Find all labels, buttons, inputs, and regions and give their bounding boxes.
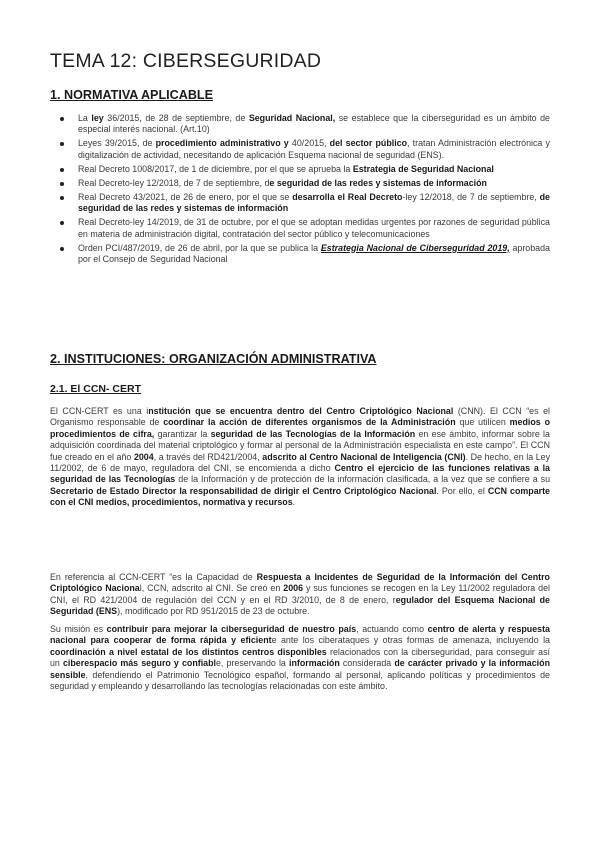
bold-text: centro de alerta y respuesta nacional para cooperar de forma rápida y eficient (50, 624, 550, 646)
bold-text: desarrolla el Real Decreto (292, 191, 403, 202)
bold-text: del sector público (329, 138, 408, 149)
text-run: En referencia al CCN-CERT “es la Capacidad de (50, 572, 257, 582)
text-run: Orden PCI/487/2019, de 26 de abril, por la que se publica la (78, 242, 321, 253)
text-run: La (78, 113, 92, 123)
text-run: ), modificado por RD 951/2015 de 23 de octubre. (117, 606, 310, 617)
bold-text: nstitución que se encuentra dentro del Centro Criptológico Nacional (148, 406, 454, 416)
list-item (50, 178, 550, 189)
text-run: considerada (339, 658, 395, 669)
text-run: y sus funciones se recogen en la Ley 11/2002 reguladora del CNI, el RD 421/2004 de regulación del CCN y en el RD 3/2010, de 8 de enero, r (50, 583, 550, 605)
bold-text: procedimiento administrativo y (155, 138, 289, 149)
bold-text: Respuesta a Incidentes de Seguridad de la Información del Centro Criptológico Naciona (50, 572, 550, 594)
text-run: se establece que la ciberseguridad es un ámbito de especial interés nacional. (Art.10) (78, 113, 550, 135)
list-item (50, 243, 550, 266)
text-run: aprobada por el Consejo de Seguridad Nacional (78, 242, 550, 265)
text-run: . Por ello, el (436, 485, 488, 496)
bold-text: Centro el ejercicio de las funciones relativas a la seguridad de las Tecnologías (50, 463, 550, 485)
section-heading-normativa: 1. NORMATIVA APLICABLE (50, 88, 214, 102)
text-run: 36/2015, de 28 de septiembre, de (103, 113, 249, 123)
bold-text: 2004 (133, 451, 154, 462)
bold-text: medios o procedimientos de cifra, (50, 417, 550, 439)
text-run: , defendiendo el Patrimonio Tecnológico español, formando al personal, aplicando políticas y procedimientos de seguridad y empleando y desarrollando las tecnologías relacionadas con este ámbito. (50, 669, 550, 692)
bold-text: egulador del Esquema Nacional de Seguridad (ENS (50, 594, 550, 617)
normativa-list (50, 113, 550, 268)
text-run: relacionados con la ciberseguridad, para conseguir así un (50, 646, 550, 669)
text-run: , actuando como (356, 624, 428, 634)
bold-text: adscrito al Centro Nacional de Inteligencia (CNI) (262, 451, 466, 462)
section-heading-instituciones: 2. INSTITUCIONES: ORGANIZACIÓN ADMINISTRATIVA (50, 352, 377, 366)
text-run: de la Información y de protección de la información clasificada, a la vez que se confiere a su (175, 474, 551, 485)
text-run: que utilicen (455, 417, 510, 428)
bold-text: Secretario de Estado Director la responsabilidad de dirigir el Centro Criptológico Nacional (50, 485, 437, 496)
text-run: . De hecho, en la Ley 11/2002, de 6 de mayo, reguladora del CNI, se encomienda a dicho (50, 451, 551, 474)
paragraph-ccn-cert-mission (50, 624, 550, 692)
text-run: Real Decreto-ley 12/2018, de 7 de septiembre, d (78, 177, 270, 188)
list-item (50, 192, 550, 215)
text-run: l, CCN, adscrito al CNI. Se creó en (139, 583, 284, 594)
bold-text: Seguridad Nacional, (248, 113, 336, 123)
list-item (50, 217, 550, 240)
text-run: en ese ámbito, informar sobre la adquisición coordinada del material criptológico y formar al personal de la Administración especialista en este campo”. El CCN fue creado en el año (50, 428, 550, 462)
bold-text: 2006 (283, 583, 304, 594)
list-item (50, 164, 550, 175)
text-run: Leyes 39/2015, de (78, 138, 156, 149)
bold-text: información (288, 658, 340, 669)
text-run: garantizar la (154, 428, 211, 439)
bold-text: seguridad de las Tecnologías de la Información (210, 428, 416, 439)
text-run: El CCN-CERT es una i (50, 406, 149, 416)
bold-text: Estrategia de Seguridad Nacional (352, 163, 494, 174)
paragraph-ccn-description (50, 406, 550, 509)
bold-text: coordinar la acción de diferentes organismos de la Administración (163, 417, 456, 428)
bold-text: de carácter privado y la información sensible (50, 658, 550, 680)
text-run: -ley 12/2018, de 7 de septiembre, (402, 191, 540, 202)
text-run: Real Decreto 1008/2017, de 1 de diciembre, por el que se aprueba la (78, 163, 353, 174)
bold-text: ciberespacio más seguro y confiabl (62, 658, 216, 669)
bold-text: ley (91, 113, 104, 123)
text-run: Real Decreto-ley 14/2019, de 31 de octubre, por el que se adoptan medidas urgentes por razones de seguridad pública en materia de administración digital, contratación del sector público y telecomunicaciones (78, 217, 550, 239)
text-run: . (292, 497, 296, 508)
text-run: e ante los ciberataques y otras formas de amenaza, incluyendo la (271, 635, 550, 646)
text-run: Su misión es (50, 624, 107, 634)
paragraph-ccn-cert-reference (50, 572, 550, 618)
text-run: 40/2015, (288, 138, 330, 149)
text-run: (CNN). El CCN “es el Organismo responsable de (50, 406, 550, 428)
text-run: Real Decreto 43/2021, de 26 de enero, por el que se (78, 191, 293, 202)
bold-text: contribuir para mejorar la ciberseguridad de nuestro país (106, 624, 357, 634)
subsection-heading-ccn-cert: 2.1. El CCN- CERT (50, 383, 142, 395)
bold-text: coordinación a nivel estatal de los distintos centros disponibles (50, 646, 327, 657)
bold-text: de seguridad de las redes y sistemas de información (78, 191, 550, 214)
text-run: e, preservando la (216, 658, 289, 669)
list-item (50, 113, 550, 136)
text-run: , a través del RD421/2004, (153, 451, 263, 462)
text-run: , tratan Administración electrónica y digitalización de actividad, necesitando de aplicación Esquema nacional de seguridad (ENS). (78, 138, 550, 160)
emphasized-title-text: Estrategia Nacional de Ciberseguridad 2019, (320, 242, 510, 253)
bold-text: e seguridad de las redes y sistemas de información (269, 177, 487, 188)
list-item (50, 138, 550, 161)
page-title: TEMA 12: CIBERSEGURIDAD (50, 50, 322, 72)
bold-text: CCN comparte con el CNI medios, procedimientos, normativa y recursos (50, 485, 550, 508)
